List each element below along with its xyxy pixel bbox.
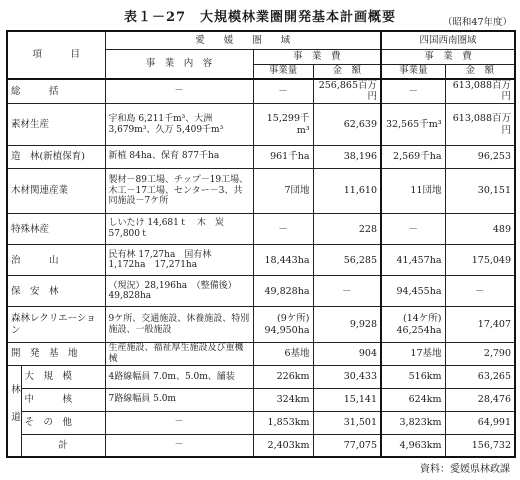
- road-row-content: 7路線幅員 5.0m: [105, 388, 253, 411]
- table-row: [7, 79, 515, 104]
- ehime-qty-cell: 7団地: [253, 168, 313, 214]
- plan-summary-table: [6, 30, 516, 458]
- table-row: [7, 342, 515, 365]
- ehime-amount-cell: 31,501: [313, 411, 381, 434]
- shikoku-amount-cell: 17,407: [445, 307, 515, 342]
- shikoku-qty-cell: 516km: [381, 366, 445, 389]
- shikoku-qty-cell: 32,565千m³: [381, 104, 445, 145]
- row-label: 森林レクリエーション: [7, 307, 105, 342]
- table-row: [7, 434, 515, 457]
- ehime-amount-cell: 904: [313, 342, 381, 365]
- ehime-qty-cell: 1,853km: [253, 411, 313, 434]
- row-content: 9ケ所、交通施設、休養施設、特別施設、一般施設: [105, 307, 253, 342]
- header-shikoku-qty: 事業量: [381, 64, 445, 79]
- row-content: 宇和島 6,211千m³、大洲 3,679m³、久万 5,409千m³: [105, 104, 253, 145]
- row-label: 開 発 基 地: [7, 342, 105, 365]
- header-ehime-amount: 金 額: [313, 64, 381, 79]
- table-row: [7, 307, 515, 342]
- ehime-amount-cell: 11,610: [313, 168, 381, 214]
- ehime-qty-cell: －: [253, 214, 313, 245]
- header-item: 項 目: [7, 31, 105, 79]
- shikoku-qty-cell: (14ケ所) 46,254ha: [381, 307, 445, 342]
- row-content: 民有林 17,27ha 国有林 1,172ha 17,271ha: [105, 245, 253, 276]
- page-title: 表１－27 大規模林業圏開発基本計画概要: [123, 10, 397, 25]
- shikoku-amount-cell: 30,151: [445, 168, 515, 214]
- row-label: 木材関連産業: [7, 168, 105, 214]
- ehime-amount-cell: －: [313, 276, 381, 307]
- road-row-label: 計: [21, 434, 105, 457]
- shikoku-amount-cell: 64,991: [445, 411, 515, 434]
- shikoku-qty-cell: －: [381, 214, 445, 245]
- table-row: [7, 411, 515, 434]
- road-row-label: そ の 他: [21, 411, 105, 434]
- ehime-qty-cell: 324km: [253, 388, 313, 411]
- shikoku-qty-cell: 3,823km: [381, 411, 445, 434]
- ehime-amount-cell: 15,141: [313, 388, 381, 411]
- row-content: 新植 84ha、保育 877千ha: [105, 145, 253, 168]
- road-row-content: －: [105, 434, 253, 457]
- ehime-qty-cell: (9ケ所) 94,950ha: [253, 307, 313, 342]
- header-ehime-qty: 事業量: [253, 64, 313, 79]
- table-row: [7, 276, 515, 307]
- row-label: 保 安 林: [7, 276, 105, 307]
- row-content: （現況）28,196ha （整備後）49,828ha: [105, 276, 253, 307]
- ehime-qty-cell: －: [253, 79, 313, 104]
- row-label: 特殊林産: [7, 214, 105, 245]
- ehime-amount-cell: 30,433: [313, 366, 381, 389]
- shikoku-qty-cell: 94,455ha: [381, 276, 445, 307]
- shikoku-amount-cell: 156,732: [445, 434, 515, 457]
- shikoku-qty-cell: 2,569千ha: [381, 145, 445, 168]
- source-note: 資料：愛媛県林政課: [420, 464, 510, 475]
- shikoku-amount-cell: 613,088百万円: [445, 104, 515, 145]
- ehime-qty-cell: 18,443ha: [253, 245, 313, 276]
- shikoku-amount-cell: 63,265: [445, 366, 515, 389]
- shikoku-qty-cell: 624km: [381, 388, 445, 411]
- row-content: 生産施設、福祉厚生施設及び重機械: [105, 342, 253, 365]
- shikoku-qty-cell: 11団地: [381, 168, 445, 214]
- ehime-amount-cell: 228: [313, 214, 381, 245]
- ehime-amount-cell: 38,196: [313, 145, 381, 168]
- ehime-amount-cell: 256,865百万円: [313, 79, 381, 104]
- road-row-label: 大 規 模: [21, 366, 105, 389]
- header-shikoku-amount: 金 額: [445, 64, 515, 79]
- shikoku-qty-cell: 17基地: [381, 342, 445, 365]
- shikoku-qty-cell: 4,963km: [381, 434, 445, 457]
- table-row: [7, 245, 515, 276]
- ehime-qty-cell: 961千ha: [253, 145, 313, 168]
- ehime-qty-cell: 226km: [253, 366, 313, 389]
- row-content: －: [105, 79, 253, 104]
- ehime-qty-cell: 2,403km: [253, 434, 313, 457]
- table-row: [7, 104, 515, 145]
- shikoku-amount-cell: 96,253: [445, 145, 515, 168]
- shikoku-qty-cell: －: [381, 79, 445, 104]
- table-row: [7, 366, 515, 389]
- road-group-label: 林道: [7, 366, 21, 457]
- road-row-content: 4路線幅員 7.0m、5.0m、舗装: [105, 366, 253, 389]
- table-row: [7, 168, 515, 214]
- shikoku-amount-cell: 613,088百万円: [445, 79, 515, 104]
- header-content: 事 業 内 容: [105, 50, 253, 79]
- shikoku-amount-cell: 2,790: [445, 342, 515, 365]
- ehime-amount-cell: 77,075: [313, 434, 381, 457]
- road-row-content: －: [105, 411, 253, 434]
- ehime-amount-cell: 56,285: [313, 245, 381, 276]
- shikoku-qty-cell: 41,457ha: [381, 245, 445, 276]
- ehime-qty-cell: 49,828ha: [253, 276, 313, 307]
- shikoku-amount-cell: －: [445, 276, 515, 307]
- row-label: 治 山: [7, 245, 105, 276]
- shikoku-amount-cell: 175,049: [445, 245, 515, 276]
- header-shikoku-region: 四国西南圏域: [381, 31, 515, 50]
- header-ehime-cost: 事 業 費: [253, 50, 381, 65]
- row-label: 造 林(新植保育): [7, 145, 105, 168]
- table-row: [7, 145, 515, 168]
- header-shikoku-cost: 事 業 費: [381, 50, 515, 65]
- year-note: （昭和47年度）: [442, 17, 512, 28]
- road-row-label: 中 核: [21, 388, 105, 411]
- row-label: 素材生産: [7, 104, 105, 145]
- header-ehime-region: 愛 媛 圏 域: [105, 31, 381, 50]
- ehime-qty-cell: 6基地: [253, 342, 313, 365]
- row-content: しいたけ 14,681ｔ 木 炭 57,800ｔ: [105, 214, 253, 245]
- row-label: 総 括: [7, 79, 105, 104]
- table-row: [7, 214, 515, 245]
- row-content: 製材－89工場、チップ－19工場、木工－17工場、センター－3、共同施設－7ケ所: [105, 168, 253, 214]
- shikoku-amount-cell: 28,476: [445, 388, 515, 411]
- ehime-amount-cell: 62,639: [313, 104, 381, 145]
- ehime-qty-cell: 15,299千m³: [253, 104, 313, 145]
- shikoku-amount-cell: 489: [445, 214, 515, 245]
- ehime-amount-cell: 9,928: [313, 307, 381, 342]
- table-row: [7, 388, 515, 411]
